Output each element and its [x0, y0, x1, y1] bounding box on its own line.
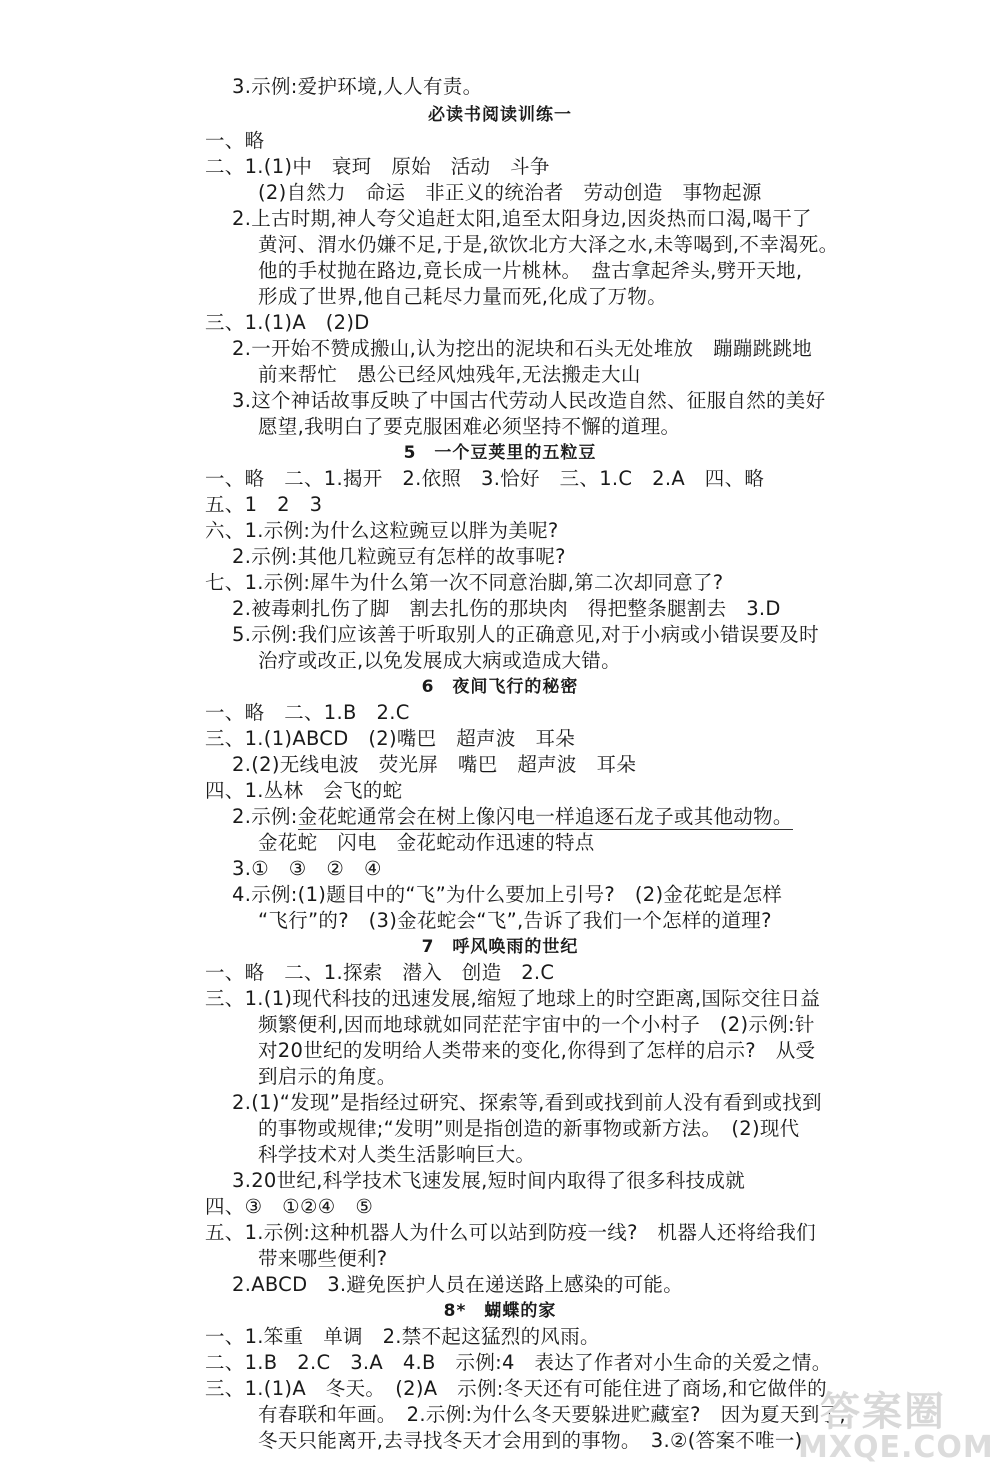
text-line: 一、略 — [205, 129, 265, 152]
text-line: 2.被毒刺扎伤了脚 割去扎伤的那块肉 得把整条腿割去 3.D — [232, 597, 781, 620]
text-line: 四、③ ①②④ ⑤ — [205, 1195, 374, 1218]
text-line: 带来哪些便利? — [258, 1247, 388, 1270]
text-line: 六、1.示例:为什么这粒豌豆以胖为美呢? — [205, 519, 559, 542]
text-line: 治疗或改正,以免发展成大病或造成大错。 — [258, 649, 621, 672]
text-line: 冬天只能离开,去寻找冬天才会用到的事物。 3.②(答案不唯一) — [258, 1429, 803, 1452]
text-line: 2.示例:其他几粒豌豆有怎样的故事呢? — [232, 545, 566, 568]
text-line: 频繁便利,因而地球就如同茫茫宇宙中的一个小村子 (2)示例:针 — [258, 1013, 815, 1036]
text-line: 愿望,我明白了要克服困难必须坚持不懈的道理。 — [258, 415, 681, 438]
text-line: 一、略 二、1.揭开 2.依照 3.恰好 三、1.C 2.A 四、略 — [205, 467, 765, 490]
text-line: 五、1 2 3 — [205, 493, 323, 516]
text-line: 到启示的角度。 — [258, 1065, 397, 1088]
text-line: 2.(1)“发现”是指经过研究、探索等,看到或找到前人没有看到或找到 — [232, 1091, 822, 1114]
text-line — [232, 804, 793, 830]
text-line: 黄河、渭水仍嫌不足,于是,欲饮北方大泽之水,未等喝到,不幸渴死。 — [258, 233, 839, 256]
text-line: 对20世纪的发明给人类带来的变化,你得到了怎样的启示? 从受 — [258, 1039, 816, 1062]
text-line: 4.示例:(1)题目中的“飞”为什么要加上引号? (2)金花蛇是怎样 — [232, 883, 783, 906]
text-line: 形成了世界,他自己耗尽力量而死,化成了万物。 — [258, 285, 667, 308]
text-line: 3.20世纪,科学技术飞速发展,短时间内取得了很多科技成就 — [232, 1169, 746, 1192]
underlined-answer: 金花蛇通常会在树上像闪电一样追逐石龙子或其他动物。 — [297, 805, 793, 828]
text-line: 前来帮忙 愚公已经风烛残年,无法搬走大山 — [258, 363, 641, 386]
watermark — [790, 1380, 994, 1468]
text-line: 四、1.丛林 会飞的蛇 — [205, 779, 403, 802]
text-line: 三、1.(1)A (2)D — [205, 311, 370, 334]
section-heading: 6 夜间飞行的秘密 — [421, 677, 579, 697]
text-line: “飞行”的? (3)金花蛇会“飞”,告诉了我们一个怎样的道理? — [258, 909, 772, 932]
section-heading: 8* 蝴蝶的家 — [443, 1301, 557, 1321]
text-line: 金花蛇 闪电 金花蛇动作迅速的特点 — [258, 831, 595, 854]
text-line: (2)自然力 命运 非正义的统治者 劳动创造 事物起源 — [258, 181, 762, 204]
text-line: 3.示例:爱护环境,人人有责。 — [232, 75, 483, 98]
text-line: 二、1.B 2.C 3.A 4.B 示例:4 表达了作者对小生命的关爱之情。 — [205, 1351, 832, 1374]
text-line: 2.(2)无线电波 荧光屏 嘴巴 超声波 耳朵 — [232, 753, 637, 776]
text-line: 三、1.(1)A 冬天。 (2)A 示例:冬天还有可能住进了商场,和它做伴的 — [205, 1377, 827, 1400]
text-line: 五、1.示例:这种机器人为什么可以站到防疫一线? 机器人还将给我们 — [205, 1221, 816, 1244]
text-line-lead: 2.示例: — [232, 805, 298, 828]
text-line: 的事物或规律;“发明”则是指创造的新事物或新方法。 (2)现代 — [258, 1117, 800, 1140]
text-line: 三、1.(1)ABCD (2)嘴巴 超声波 耳朵 — [205, 727, 576, 750]
text-line: 二、1.(1)中 衰珂 原始 活动 斗争 — [205, 155, 550, 178]
text-line: 5.示例:我们应该善于听取别人的正确意见,对于小病或小错误要及时 — [232, 623, 819, 646]
section-heading: 7 呼风唤雨的世纪 — [421, 937, 579, 957]
text-line: 2.一开始不赞成搬山,认为挖出的泥块和石头无处堆放 蹦蹦跳跳地 — [232, 337, 813, 360]
section-heading: 必读书阅读训练一 — [428, 105, 572, 125]
text-line: 一、略 二、1.B 2.C — [205, 701, 410, 724]
text-line: 科学技术对人类生活影响巨大。 — [258, 1143, 536, 1166]
text-line: 七、1.示例:犀牛为什么第一次不同意治脚,第二次却同意了? — [205, 571, 724, 594]
section-heading: 5 一个豆荚里的五粒豆 — [403, 443, 597, 463]
watermark-url: MXQE.COM — [798, 1430, 994, 1465]
watermark-logo: 答案圈 — [820, 1389, 946, 1435]
text-line: 2.上古时期,神人夸父追赶太阳,追至太阳身边,因炎热而口渴,喝干了 — [232, 207, 812, 230]
text-line: 他的手杖抛在路边,竟长成一片桃林。 盘古拿起斧头,劈开天地, — [258, 259, 803, 282]
text-line: 3.这个神话故事反映了中国古代劳动人民改造自然、征服自然的美好 — [232, 389, 826, 412]
text-line: 3.① ③ ② ④ — [232, 857, 382, 880]
text-line: 有春联和年画。 2.示例:为什么冬天要躲进贮藏室? 因为夏天到了, — [258, 1403, 846, 1426]
text-line: 一、略 二、1.探索 潜入 创造 2.C — [205, 961, 555, 984]
text-line: 一、1.笨重 单调 2.禁不起这猛烈的风雨。 — [205, 1325, 600, 1348]
text-line: 2.ABCD 3.避免医护人员在递送路上感染的可能。 — [232, 1273, 684, 1296]
text-line: 三、1.(1)现代科技的迅速发展,缩短了地球上的时空距离,国际交往日益 — [205, 987, 821, 1010]
